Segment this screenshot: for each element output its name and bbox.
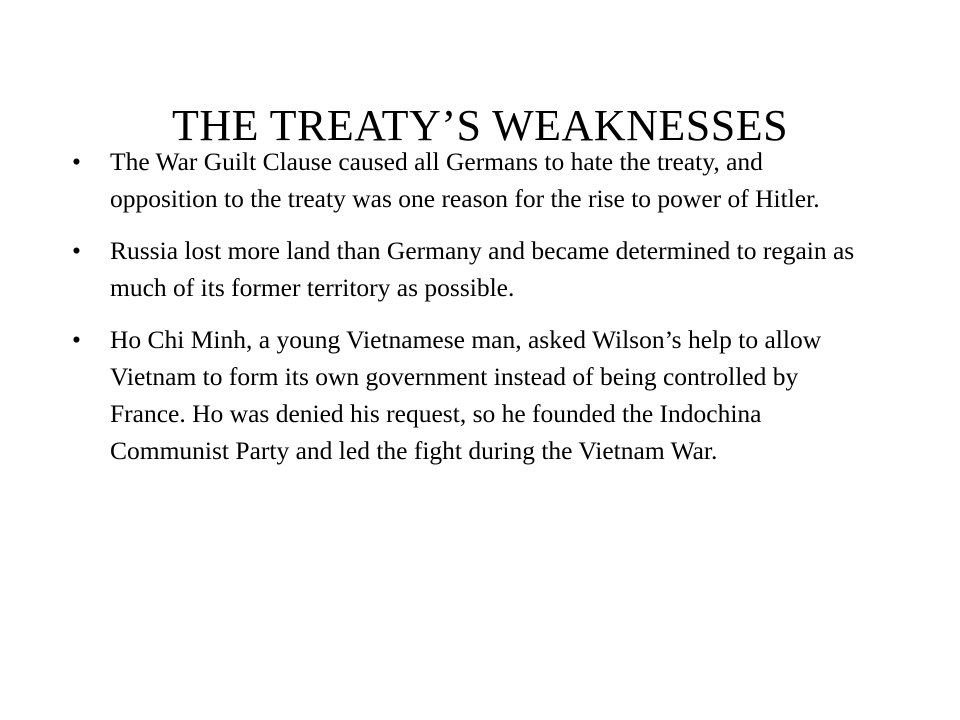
bullet-text: The War Guilt Clause caused all Germans to hate the treaty, and opposition to the treaty was one reason for the rise to power of Hitler.	[110, 147, 820, 213]
bullet-text: Russia lost more land than Germany and became determined to regain as much of its former territory as possible.	[110, 236, 855, 302]
bullet-text: Ho Chi Minh, a young Vietnamese man, asked Wilson’s help to allow Vietnam to form its own government instead of being controlled by France. Ho was denied his request, so he founded the Indochina Communist Party and led the fight during the Vietnam War.	[110, 325, 822, 465]
bullet-list	[72, 143, 872, 484]
bullet-item-ho-chi-minh	[72, 321, 872, 469]
bullet-item-russia	[72, 232, 872, 306]
bullet-icon: •	[72, 147, 81, 176]
bullet-item-war-guilt	[72, 143, 872, 217]
bullet-icon: •	[72, 325, 81, 354]
slide-title: THE TREATY’S WEAKNESSES	[171, 101, 789, 150]
bullet-icon: •	[72, 236, 81, 265]
